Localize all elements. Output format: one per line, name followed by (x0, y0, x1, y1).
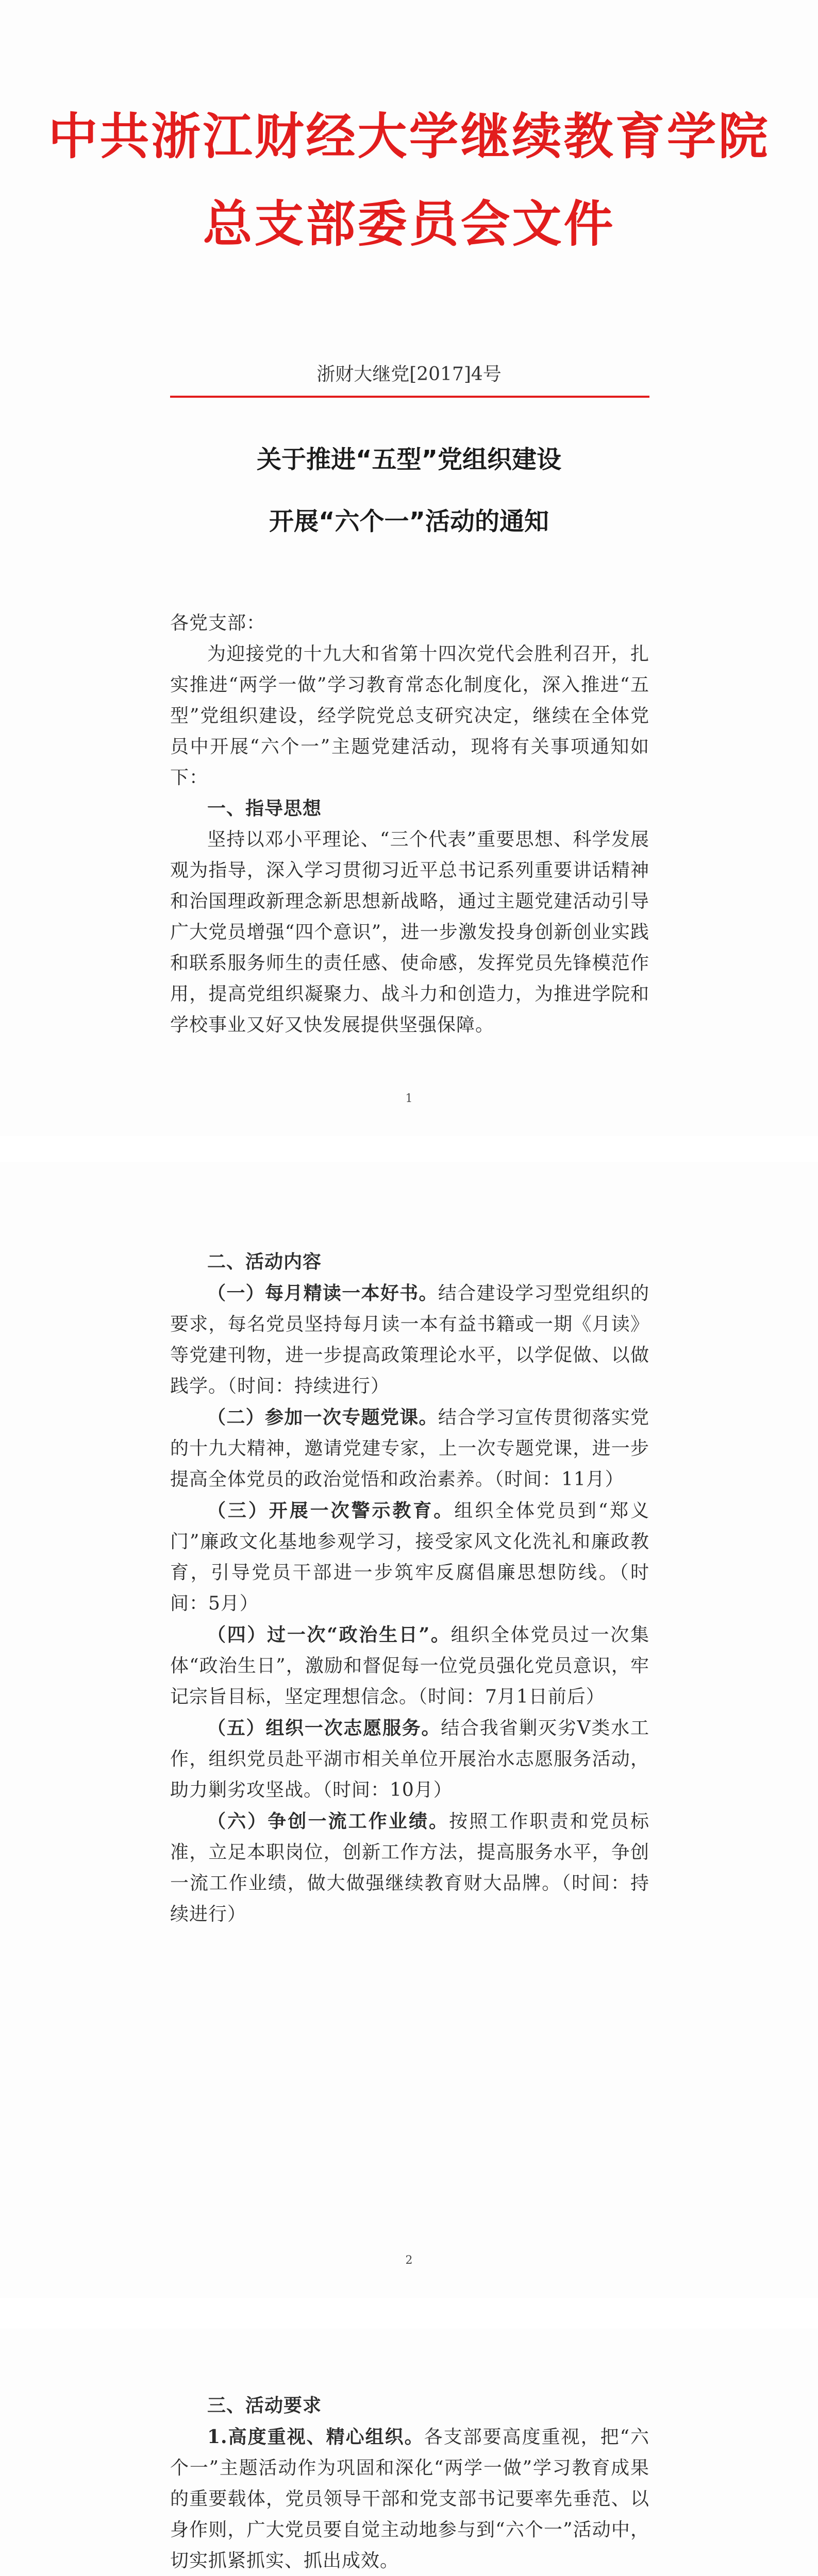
activity-item (170, 1713, 649, 1806)
page2-body (170, 1247, 649, 1930)
requirement-lead: 1.高度重视、精心组织。 (207, 2426, 424, 2448)
document-number: 浙财大继党[2017]4号 (316, 364, 502, 385)
activity-item (170, 1278, 649, 1402)
activity-lead: （一）每月精读一本好书。 (207, 1282, 438, 1304)
document-page-1 (0, 0, 818, 1136)
document-page-3 (0, 2329, 818, 2576)
page-number: 1 (405, 1092, 413, 1105)
activity-text: 结合我省剿灭劣Ⅴ类水工作，组织党员赴平湖市相关单位开展治水志愿服务活动，助力剿劣攻坚战。（时间：10月） (170, 1718, 649, 1801)
activity-text: 结合学习宣传贯彻落实党的十九大精神，邀请党建专家，上一次专题党课，进一步提高全体党员的政治觉悟和政治素养。（时间：11月） (170, 1407, 649, 1490)
masthead-line-2: 总支部委员会文件 (203, 195, 615, 253)
activity-lead: （五）组织一次志愿服务。 (207, 1717, 441, 1739)
page-number: 2 (405, 2254, 413, 2267)
activity-text: 结合建设学习型党组织的要求，每名党员坚持每月读一本有益书籍或一期《月读》等党建刊物，进一步提高政策理论水平，以学促做、以做践学。（时间：持续进行） (170, 1283, 649, 1397)
section1-text: 坚持以邓小平理论、“三个代表”重要思想、科学发展观为指导，深入学习贯彻习近平总书记系列重要讲话精神和治国理政新理念新思想新战略，通过主题党建活动引导广大党员增强“四个意识”，进一步激发投身创新创业实践和联系服务师生的责任感、使命感，发挥党员先锋模范作用，提高党组织凝聚力、战斗力和创造力，为推进学院和学校事业又好又快发展提供坚强保障。 (170, 829, 649, 1036)
masthead-line-1: 中共浙江财经大学继续教育学院 (48, 108, 770, 165)
title-line-2: 开展“六个一”活动的通知 (269, 507, 549, 536)
page-gap (0, 2298, 818, 2329)
red-divider (170, 396, 649, 398)
document-page-2 (0, 1162, 818, 2298)
activity-lead: （三）开展一次警示教育。 (207, 1500, 455, 1521)
page-gap (0, 1136, 818, 1162)
section1-heading: 一、指导思想 (207, 798, 322, 819)
requirement-item (170, 2421, 649, 2576)
activity-item (170, 1402, 649, 1495)
activity-text: 按照工作职责和党员标准，立足本职岗位，创新工作方法，提高服务水平，争创一流工作业绩，做大做强继续教育财大品牌。（时间：持续进行） (170, 1811, 649, 1925)
intro-paragraph: 为迎接党的十九大和省第十四次党代会胜利召开，扎实推进“两学一做”学习教育常态化制度化，深入推进“五型”党组织建设，经学院党总支研究决定，继续在全体党员中开展“六个一”主题党建活动，现将有关事项通知如下： (170, 643, 649, 788)
title-line-1: 关于推进“五型”党组织建设 (256, 445, 562, 474)
activity-lead: （六）争创一流工作业绩。 (207, 1810, 449, 1832)
activity-text: 组织全体党员到“郑义门”廉政文化基地参观学习，接受家风文化洗礼和廉政教育，引导党员干部进一步筑牢反腐倡廉思想防线。（时间：5月） (170, 1500, 649, 1614)
activity-item (170, 1495, 649, 1619)
activity-text: 组织全体党员过一次集体“政治生日”，激励和督促每一位党员强化党员意识，牢记宗旨目标，坚定理想信念。（时间：7月1日前后） (170, 1624, 649, 1707)
activity-lead: （二）参加一次专题党课。 (207, 1406, 438, 1428)
requirement-text: 各支部要高度重视，把“六个一”主题活动作为巩固和深化“两学一做”学习教育成果的重要载体，党员领导干部和党支部书记要率先垂范、以身作则，广大党员要自觉主动地参与到“六个一”活动中，切实抓紧抓实、抓出成效。 (170, 2427, 649, 2571)
section3-heading: 三、活动要求 (207, 2395, 322, 2416)
section2-heading: 二、活动内容 (207, 1251, 322, 1273)
page3-body (170, 2391, 649, 2576)
page1-body (170, 608, 649, 1041)
activity-item (170, 1806, 649, 1930)
salutation: 各党支部： (170, 613, 266, 634)
activity-item (170, 1619, 649, 1713)
activity-lead: （四）过一次“政治生日”。 (207, 1624, 451, 1646)
